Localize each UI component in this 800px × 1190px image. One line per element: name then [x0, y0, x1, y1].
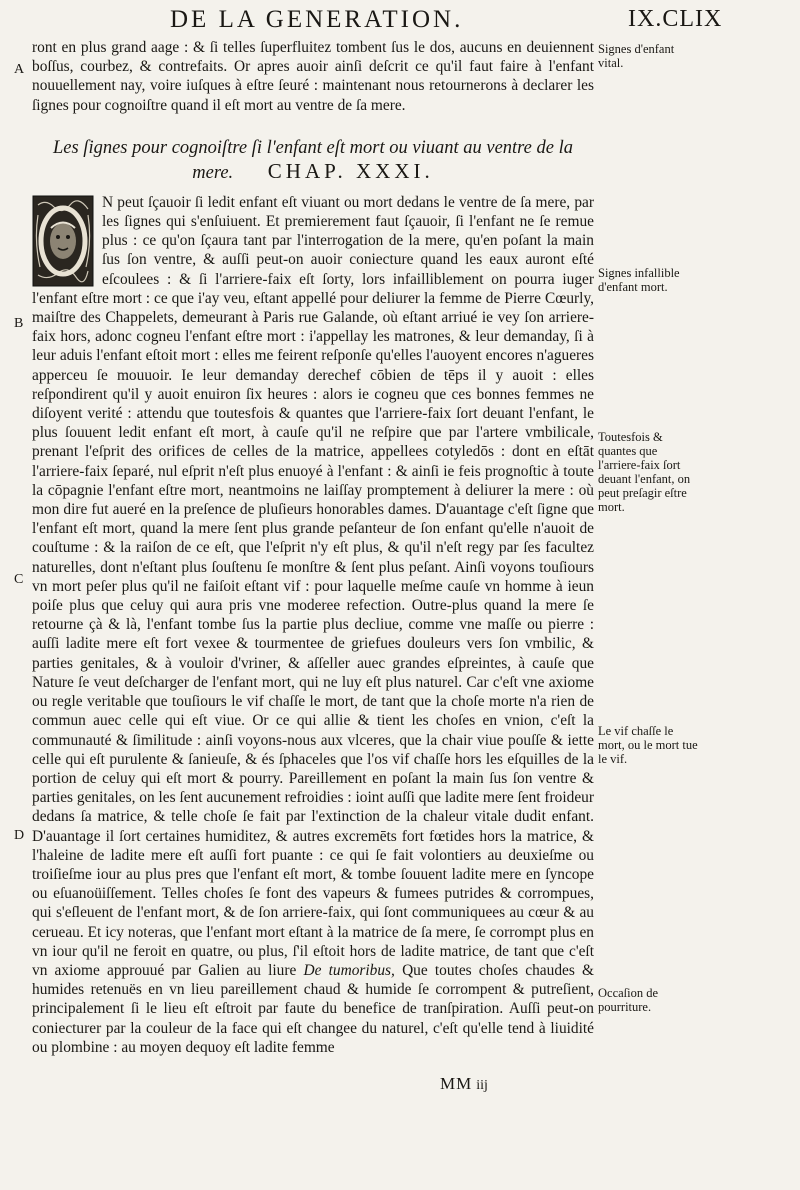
running-title: DE LA GENERATION. [170, 6, 464, 33]
top-paragraph: ront en plus grand aage : & ſi telles ſuperfluitez tombent ſus le dos, aucuns en deuiennent boſſus, courbez, & contrefaits. Or apres auoir ainſi deſcrit ce qu'il faut faire à l'enfant nouuellement nay, voire iuſques à eſtre ſeuré : maintenant nous retournerons à declarer les ſignes pour cognoiſtre quand il eſt mort au ventre de ſa mere. [32, 39, 594, 114]
folio-number: IX.CLIX [628, 6, 723, 32]
body-text-end: Que toutes choſes chaudes & humides retenuës en vn lieu pareillement chaud & humide ſe corrompent & putreſient, principalement ſi le lieu eſt eſtroit par faute du benefice de tranſpiration. Auſſi peut-on coniecturer par la couleur de la face qui eſt changee du naturel, c'eſt qu'elle tend à liuidité ou plombine : au moyen dequoy eſt ladite femme [32, 961, 594, 1056]
chapter-body [32, 193, 594, 1057]
body-italic-title: De tumoribus, [303, 961, 395, 979]
margin-letter-a: A [14, 62, 25, 77]
margin-letter-d: D [14, 828, 25, 843]
main-text-block [32, 38, 594, 1057]
side-note: Signes d'enfant vital. [598, 42, 675, 70]
chapter-title: Les ſignes pour cognoiſtre ſi l'enfant eſt mort ou viuant au ventre de la mere. [52, 137, 573, 183]
signature-mark [440, 1074, 488, 1094]
signature-number: iij [476, 1078, 488, 1093]
side-note: Toutesfois & quantes que l'arriere-faix ſort deuant l'enfant, on peut preſagir eſtre mort. [598, 430, 691, 514]
side-note: Signes infallible d'enfant mort. [598, 266, 680, 294]
ornamental-initial-o-icon [32, 195, 94, 287]
margin-letter-c: C [14, 572, 24, 587]
chapter-number: CHAP. XXXI. [267, 158, 434, 183]
side-note: Le vif chaſſe le mort, ou le mort tue le vif. [598, 724, 698, 766]
margin-letter-b: B [14, 316, 24, 331]
chapter-heading [32, 137, 594, 185]
signature-letters: MM [440, 1074, 473, 1093]
body-text: N peut ſçauoir ſi ledit enfant eſt viuant ou mort dedans le ventre de ſa mere, par les ſignes qui s'enſuiuent. Et premierement faut ſçauoir, ſi l'enfant ne ſe remue plus : ce qu'on ſçaura tant par l'interrogation de la mere, qu'en poſant la main ſus ſon ventre, & auſſi peut-on auoir coniecture quand les eaux auront eſté eſcoulees : & ſi l'arriere-faix eſt ſorty, lors infailliblement on pourra iuger l'enfant eſtre mort : ce que i'ay veu, eſtant appellé pour deliurer la femme de Pierre Cœurly, maiſtre des Chappelets, demeurant à Paris rue Galande, où eſtant arriué ie vey ſon arriere-faix hors, adonc cogneu l'enfant eſtre mort : i'appellay les matrones, & leur demanday, ſi à leur aduis l'enfant eſtoit mort : elles me feirent reſponſe qu'elles l'auoyent encores n'agueres apperceu ſe mouuoir. Ie leur demanday derechef cōbien de tēps il y auoit : elles reſpondirent qu'il y auoit enuiron ſix heures : alors ie cogneu que ces bonnes femmes ne diſoyent verité : attendu que toutesfois & quantes que l'arriere-faix ſort deuant l'enfant, le plus ſouuent ledit enfant eſt mort, à cauſe qu'il ne reſpire que par l'artere vmbilicale, prenant l'eſprit des orifices de celles de la matrice, appellees cotyledōs : dont en eſtāt l'arriere-faix ſeparé, nul eſprit n'eſt plus enuoyé à l'enfant : & ainſi ie feis prognoſtic à toute la cōpagnie l'enfant eſtre mort, neantmoins ne laiſſay promptement à deliurer la mere : où mon dire fut aueré en la preſence de pluſieurs honorables dames. D'auantage c'eſt ſigne que l'enfant eſt mort, quand la mere ſent plus grande peſanteur de ſon enfant qu'elle n'auoit de couſtume : & la raiſon de ce eſt, que l'eſprit n'y eſt plus, & qu'il n'eſt regy par ſes facultez naturelles, dont n'eſtant plus ſouſtenu ſe monſtre & ſent plus peſant. Ainſi voyons touſiours vn mort peſer plus qu'il ne faiſoit eſtant vif : pour laquelle meſme cauſe vn homme à ieun poiſe plus que celuy qui aura pris vne moderee refection. Outre-plus quand la mere ſe retourne çà & là, l'enfant tombe ſus la partie plus decliue, comme vne maſſe ou pierre : auſſi ladite mere eſt fort vexee & tourmentee de griefues douleurs vers ſon vmbilic, & parties genitales, & à vouloir d'vriner, & aſſeller auec grandes eſpreintes, à cauſe que Nature ſe veut deſcharger de l'enfant mort, qui ne luy eſt plus naturel. Car c'eſt vne axiome ou regle veritable que touſiours le vif chaſſe le mort, de tant que la choſe morte n'a rien de commun auec celle qui eſt viue. Or ce qui allie & tient les choſes en vnion, c'eſt la communauté & ſimilitude : ainſi voyons-nous aux vlceres, que la chair viue pouſſe & iette celle qui eſt purulente & ſanieuſe, & és ſphaceles que l'os vif chaſſe hors les eſquilles de la portion de celuy qui eſt mort & pourry. Pareillement en poſant la main ſus ſon ventre & parties genitales, on les ſent aucunement refroidies : ioint auſſi que ladite mere ſent froideur dedans ſa matrice, & telle choſe ſe fait par l'extinction de la chaleur vitale dudit enfant. D'auantage il ſort certaines humiditez, & autres excremēts fort fœtides hors la matrice, & l'haleine de ladite mere eſt auſſi fort puante : ce qui ſe fait volontiers au deuxieſme ou troiſieſme iour au plus pres que l'enfant eſt mort, & tombe ſouuent ladite mere en ſyncope ou eſuanoüiſſement. Telles choſes ſe font des vapeurs & fumees putrides & corrompues, qui s'eſleuent de l'enfant mort, & de ſon arriere-faix, qui ſont communiquees au cœur & au cerueau. Et icy noteras, que l'enfant mort eſtant à la matrice de ſa mere, ſe corrompt plus en vn iour qu'il ne feroit en quatre, ou plus, ſ'il eſtoit hors de ladite matrice, de tant que c'eſt vn axiome approuué par Galien au liure [32, 193, 594, 979]
side-note: Occaſion de pourriture. [598, 986, 659, 1014]
